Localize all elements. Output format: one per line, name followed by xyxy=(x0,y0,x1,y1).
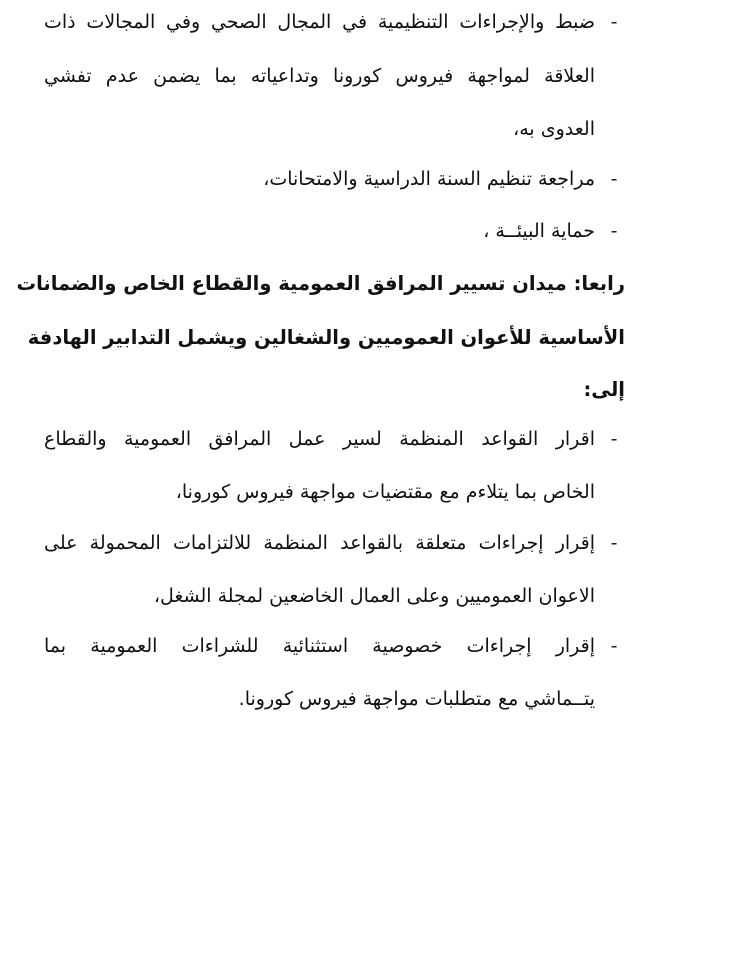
list-item-line: العدوى به، xyxy=(513,118,595,140)
list-item-line: اقرار القواعد المنظمة لسير عمل المرافق العمومية والقطاع xyxy=(44,428,595,450)
list-item-line: الخاص بما يتلاءم مع مقتضيات مواجهة فيروس كورونا، xyxy=(175,481,595,503)
bullet-marker: - xyxy=(610,532,618,554)
bullet-marker: - xyxy=(610,168,618,190)
section-heading-line: رابعا: ميدان تسيير المرافق العمومية والقطاع الخاص والضمانات xyxy=(16,272,625,295)
list-item-line: إقرار إجراءات خصوصية استثنائية للشراءات العمومية بما xyxy=(44,635,595,657)
bullet-marker: - xyxy=(610,11,618,33)
bullet-marker: - xyxy=(610,428,618,450)
list-item-line: إقرار إجراءات متعلقة بالقواعد المنظمة للالتزامات المحمولة على xyxy=(44,532,595,554)
list-item-line: حماية البيئــة ، xyxy=(483,220,595,242)
list-item-line: العلاقة لمواجهة فيروس كورونا وتداعياته بما يضمن عدم تفشي xyxy=(44,65,595,87)
section-heading-line: إلى: xyxy=(583,378,625,401)
list-item-line: يتــماشي مع متطلبات مواجهة فيروس كورونا. xyxy=(238,688,595,710)
list-item-line: مراجعة تنظيم السنة الدراسية والامتحانات، xyxy=(263,168,595,190)
bullet-marker: - xyxy=(610,220,618,242)
bullet-marker: - xyxy=(610,635,618,657)
list-item-line: الاعوان العموميين وعلى العمال الخاضعين لمجلة الشغل، xyxy=(153,585,595,607)
list-item-line: ضبط والإجراءات التنظيمية في المجال الصحي وفي المجالات ذات xyxy=(44,11,595,33)
section-heading-line: الأساسية للأعوان العموميين والشغالين ويشمل التدابير الهادفة xyxy=(27,326,625,349)
